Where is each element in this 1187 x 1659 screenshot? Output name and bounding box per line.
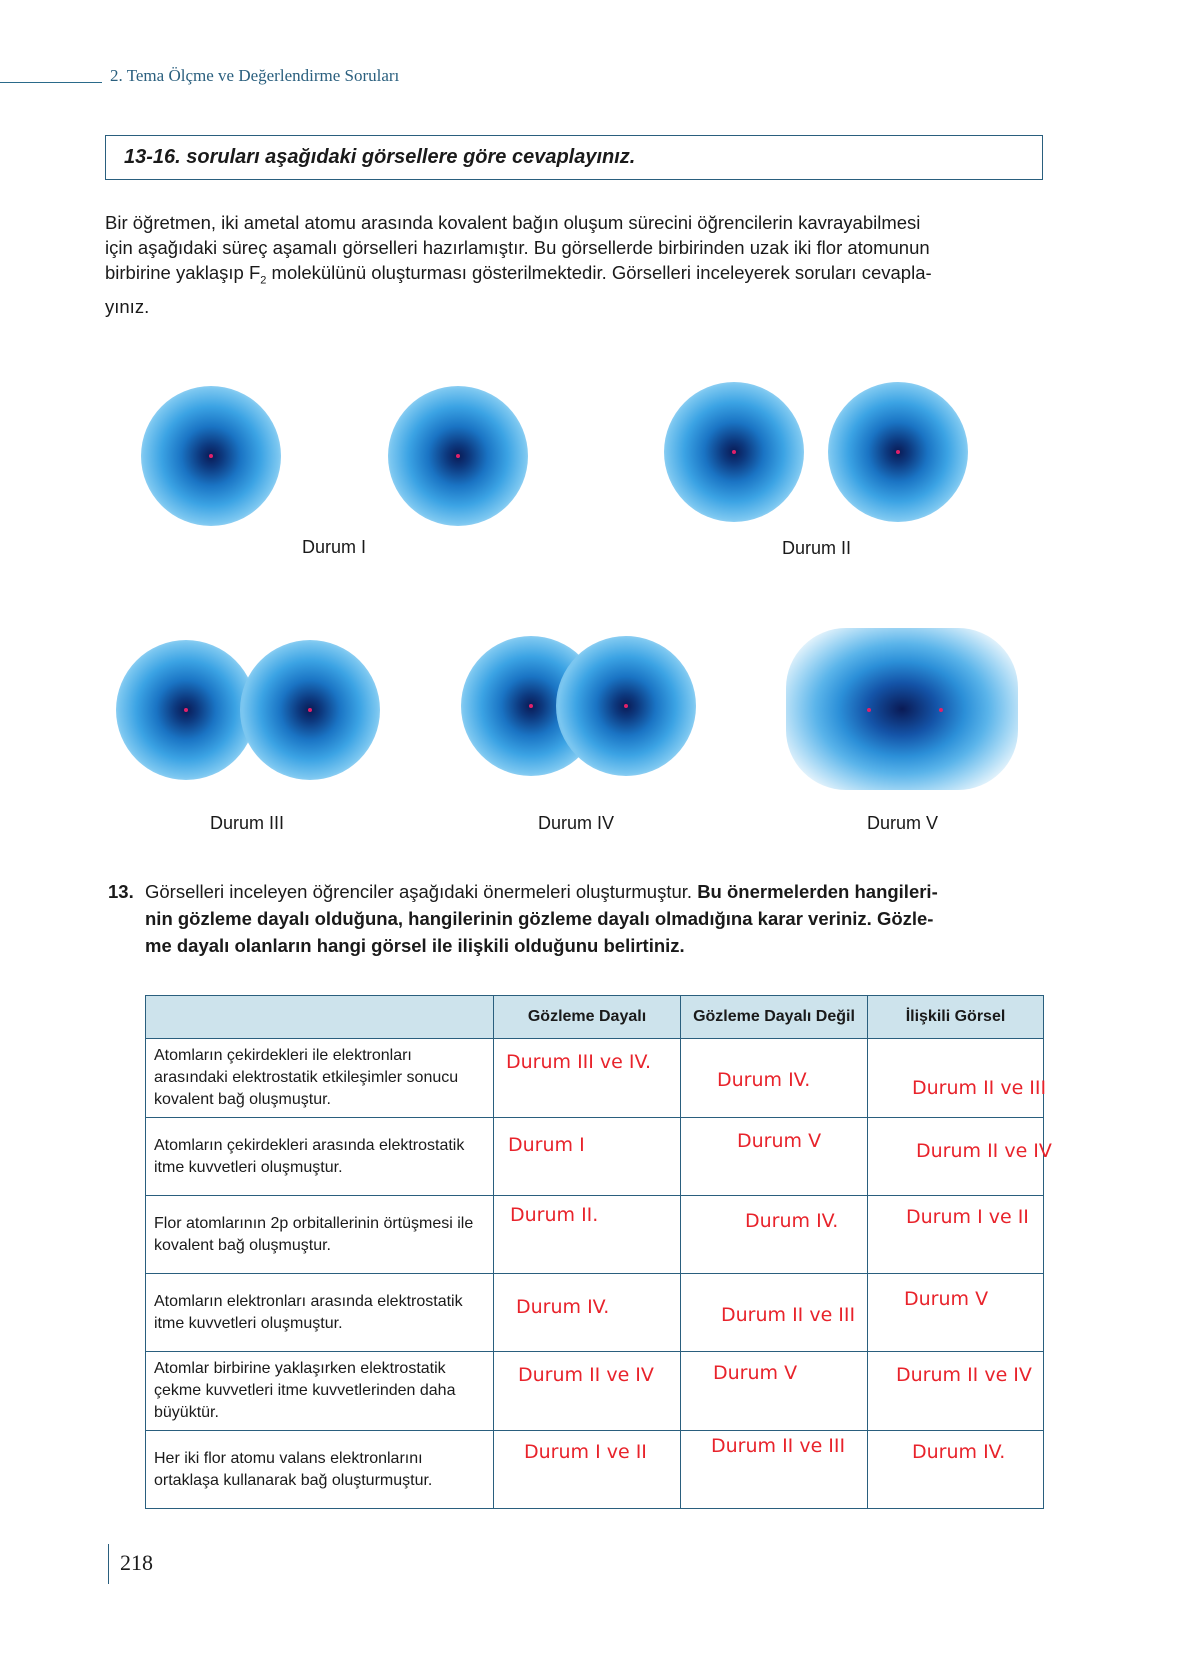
answer-cell[interactable] <box>494 1431 681 1509</box>
handwritten-answer: Durum II ve IV <box>896 1364 1032 1386</box>
state-label-3: Durum III <box>210 813 285 833</box>
nucleus-dot <box>184 708 188 712</box>
answer-cell[interactable] <box>494 1039 681 1118</box>
answer-cell[interactable] <box>868 1352 1044 1431</box>
answer-cell[interactable] <box>868 1196 1044 1274</box>
intro-line: birbirine yaklaşıp $F_2$ molekülünü oluşturması gösterilmektedir. Görselleri inceleyerek soruları cevapla- <box>105 262 932 287</box>
table-row <box>146 1039 1044 1118</box>
handwritten-answer: Durum IV. <box>516 1296 610 1318</box>
table-row <box>146 1118 1044 1196</box>
state-label-2: Durum II <box>782 538 852 558</box>
header-cell <box>146 996 494 1039</box>
handwritten-answer: Durum II ve IV <box>518 1364 654 1386</box>
handwritten-answer: Durum II ve III <box>711 1435 846 1457</box>
handwritten-answer: Durum IV. <box>912 1441 1006 1463</box>
table-row <box>146 1352 1044 1431</box>
answer-cell[interactable] <box>494 1118 681 1196</box>
answer-cell[interactable] <box>868 1118 1052 1196</box>
handwritten-answer: Durum V <box>737 1130 822 1152</box>
intro-line: Bir öğretmen, iki ametal atomu arasında kovalent bağın oluşum sürecini öğrencilerin kavrayabilmesi <box>105 212 921 233</box>
state-label-5: Durum V <box>867 813 939 833</box>
intro-line: yınız. <box>105 295 150 317</box>
answer-cell[interactable] <box>868 1431 1044 1509</box>
statement-cell: Atomların elektronları arasında elektrostatik itme kuvvetleri oluşmuştur. <box>146 1274 494 1352</box>
header-rule <box>0 82 102 83</box>
nucleus-dot <box>624 704 628 708</box>
statement-cell: Her iki flor atomu valans elektronlarını ortaklaşa kullanarak bağ oluşturmuştur. <box>146 1431 494 1509</box>
answer-cell[interactable] <box>494 1352 681 1431</box>
answer-cell[interactable] <box>681 1431 868 1509</box>
page-number: 218 <box>120 1550 153 1575</box>
answer-cell[interactable] <box>868 1274 1044 1352</box>
header-cell: İlişkili Görsel <box>868 996 1044 1039</box>
handwritten-answer: Durum II ve III <box>721 1304 856 1326</box>
table-row <box>146 1274 1044 1352</box>
handwritten-answer: Durum IV. <box>745 1210 839 1232</box>
header-cell: Gözleme Dayalı <box>494 996 681 1039</box>
instruction-text: 13-16. soruları aşağıdaki görsellere göre cevaplayınız. <box>124 146 636 168</box>
nucleus-dot <box>529 704 533 708</box>
statement-cell: Flor atomlarının 2p orbitallerinin örtüşmesi ile kovalent bağ oluşmuştur. <box>146 1196 494 1274</box>
answer-cell[interactable] <box>681 1118 868 1196</box>
statement-cell: Atomların çekirdekleri arasında elektrostatik itme kuvvetleri oluşmuştur. <box>146 1118 494 1196</box>
handwritten-answer: Durum V <box>713 1362 798 1384</box>
answer-cell[interactable] <box>681 1274 868 1352</box>
question-text: Görselleri inceleyen öğrenciler aşağıdaki önermeleri oluşturmuştur. Bu önermelerden hangileri- nin gözleme dayalı olduğuna, hangilerinin gözleme dayalı olmadığına karar veriniz. Gözle- me dayalı olanların hangi görsel ile ilişkili olduğunu belirtiniz. <box>145 881 938 956</box>
nucleus-dot <box>308 708 312 712</box>
intro-line: için aşağıdaki süreç aşamalı görselleri hazırlamıştır. Bu görsellerde birbirinden uzak iki flor atomunun <box>105 237 930 258</box>
nucleus-dot <box>456 454 460 458</box>
nucleus-dot <box>896 450 900 454</box>
handwritten-answer: Durum II ve IV <box>916 1140 1052 1162</box>
answer-table <box>145 995 1052 1509</box>
question-13 <box>108 878 1038 959</box>
handwritten-answer: Durum V <box>904 1288 989 1310</box>
nucleus-dot <box>939 708 943 712</box>
intro-paragraph <box>105 210 1045 319</box>
state-label-4: Durum IV <box>538 813 615 833</box>
handwritten-answer: Durum I ve II <box>524 1441 647 1463</box>
question-number: 13. <box>108 881 134 902</box>
f2-molecule-cloud <box>786 628 1018 790</box>
nucleus-dot <box>209 454 213 458</box>
page-header-title: 2. Tema Ölçme ve Değerlendirme Soruları <box>110 66 400 85</box>
header-cell: Gözleme Dayalı Değil <box>681 996 868 1039</box>
page-number-rule <box>108 1544 109 1584</box>
handwritten-answer: Durum III ve IV. <box>506 1051 652 1073</box>
table-row <box>146 1196 1044 1274</box>
handwritten-answer: Durum IV. <box>717 1069 811 1091</box>
handwritten-answer: Durum II. <box>510 1204 599 1226</box>
table-row <box>146 1431 1044 1509</box>
answer-cell[interactable] <box>494 1196 681 1274</box>
handwritten-answer: Durum II ve III <box>912 1077 1047 1099</box>
table-header-row <box>146 996 1044 1039</box>
nucleus-dot <box>867 708 871 712</box>
instruction-box <box>105 135 1043 180</box>
handwritten-answer: Durum I <box>508 1134 585 1156</box>
answer-cell[interactable] <box>868 1039 1047 1118</box>
statement-cell: Atomlar birbirine yaklaşırken elektrostatik çekme kuvvetleri itme kuvvetlerinden daha büyüktür. <box>146 1352 494 1431</box>
answer-cell[interactable] <box>681 1352 868 1431</box>
answer-cell[interactable] <box>681 1196 868 1274</box>
nucleus-dot <box>732 450 736 454</box>
statement-cell: Atomların çekirdekleri ile elektronları arasındaki elektrostatik etkileşimler sonucu kovalent bağ oluşmuştur. <box>146 1039 494 1118</box>
answer-cell[interactable] <box>494 1274 681 1352</box>
answer-cell[interactable] <box>681 1039 868 1118</box>
state-label-1: Durum I <box>302 537 367 557</box>
handwritten-answer: Durum I ve II <box>906 1206 1029 1228</box>
